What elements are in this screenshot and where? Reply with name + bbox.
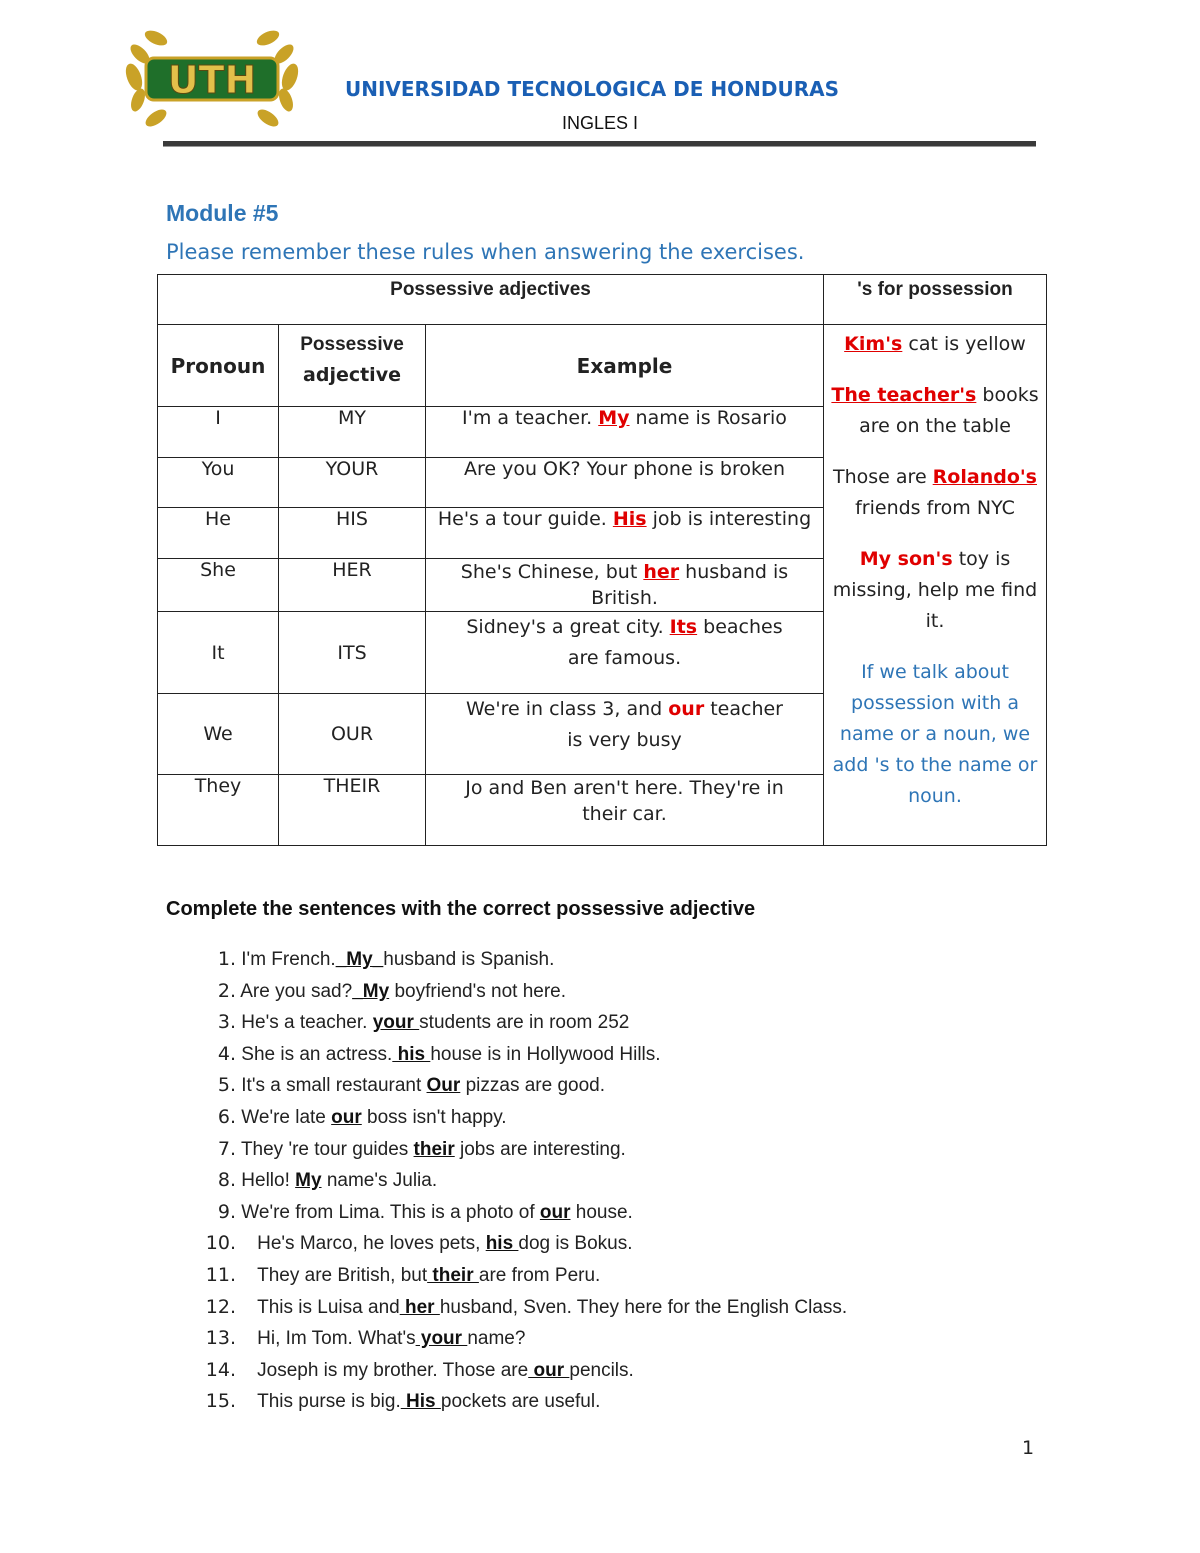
col-pronoun: Pronoun [158, 325, 279, 407]
possession-example: My son's toy is missing, help me find it. [832, 548, 1038, 632]
example-cell: We're in class 3, and our teacher is very busy [426, 694, 824, 775]
course-name: INGLES I [561, 113, 639, 133]
answer: our [539, 1201, 571, 1223]
adjective-cell: HER [279, 559, 426, 612]
adjective-cell: ITS [279, 612, 426, 694]
exercise-item: 15. This purse is big. His pockets are useful. [205, 1390, 601, 1413]
header-divider [163, 141, 1036, 147]
answer: Our [426, 1075, 461, 1097]
answer: their [413, 1138, 455, 1160]
exercise-item: 13. Hi, Im Tom. What's your name? [205, 1327, 526, 1350]
exercise-list [166, 948, 847, 1422]
adjective-cell: OUR [279, 694, 426, 775]
answer: his [392, 1043, 431, 1065]
col-example: Example [426, 325, 824, 407]
pronoun-cell: They [158, 775, 279, 846]
possession-example: The teacher's books are on the table [831, 384, 1039, 437]
answer: her [399, 1296, 440, 1318]
exercise-item: 9. We're from Lima. This is a photo of our house. [217, 1200, 633, 1223]
possession-examples [824, 325, 1047, 846]
answer: your [372, 1012, 420, 1034]
possession-note: If we talk about possession with a name or a noun, we add 's to the name or noun. [832, 661, 1038, 807]
exercise-item: 1. I'm French._My_husband is Spanish. [217, 948, 555, 970]
answer: his [485, 1233, 519, 1255]
example-cell: Jo and Ben aren't here. They're in their car. [426, 775, 824, 846]
pronoun-cell: You [158, 458, 279, 508]
answer: our [331, 1106, 362, 1128]
module-instruction: Please remember these rules when answering the exercises. [166, 240, 805, 264]
header-s-possession: 's for possession [824, 275, 1047, 325]
page-number: 1 [1022, 1437, 1035, 1459]
col-possessive-adjective: Possessive adjective [279, 325, 426, 407]
answer: our [528, 1359, 570, 1381]
exercise-item: 6. We're late our boss isn't happy. [217, 1105, 507, 1128]
answer: My [295, 1170, 322, 1192]
exercise-title: Complete the sentences with the correct possessive adjective [166, 898, 756, 920]
exercise-item: 14. Joseph is my brother. Those are our pencils. [205, 1358, 634, 1381]
university-title: UNIVERSIDAD TECNOLOGICA DE HONDURAS [345, 77, 840, 101]
exercise-item: 10. He's Marco, he loves pets, his dog is Bokus. [205, 1232, 633, 1255]
answer: His [400, 1391, 441, 1413]
answer: your [415, 1328, 468, 1350]
pronoun-cell: We [158, 694, 279, 775]
answer: their [427, 1264, 479, 1286]
module-title: Module #5 [166, 200, 279, 226]
example-cell: She's Chinese, but her husband is British. [426, 559, 824, 612]
pronoun-cell: I [158, 407, 279, 458]
example-cell: He's a tour guide. His job is interesting [426, 508, 824, 559]
exercise-item: 11. They are British, but their are from Peru. [205, 1263, 601, 1286]
pronoun-cell: It [158, 612, 279, 694]
example-cell: Are you OK? Your phone is broken [426, 458, 824, 508]
possessive-rules-table [157, 274, 1047, 846]
answer: _My [352, 980, 390, 1002]
exercise-item: 5. It's a small restaurant Our pizzas are good. [217, 1074, 606, 1097]
exercise-item: 8. Hello! My name's Julia. [217, 1169, 438, 1192]
possession-example: Those are Rolando's friends from NYC [833, 466, 1037, 519]
exercise-item: 12. This is Luisa and her husband, Sven. They here for the English Class. [205, 1295, 848, 1318]
svg-text:UTH: UTH [167, 58, 257, 102]
exercise-item: 2. Are you sad?_My boyfriend's not here. [217, 979, 567, 1002]
possession-example: Kim's cat is yellow [844, 333, 1026, 355]
adjective-cell: THEIR [279, 775, 426, 846]
header-possessive-adjectives: Possessive adjectives [158, 275, 824, 325]
adjective-cell: YOUR [279, 458, 426, 508]
exercise-item: 4. She is an actress. his house is in Hollywood Hills. [217, 1042, 661, 1065]
answer: _My_ [335, 949, 384, 970]
pronoun-cell: He [158, 508, 279, 559]
adjective-cell: MY [279, 407, 426, 458]
example-cell: Sidney's a great city. Its beaches are famous. [426, 612, 824, 694]
example-cell: I'm a teacher. My name is Rosario [426, 407, 824, 458]
pronoun-cell: She [158, 559, 279, 612]
exercise-item: 3. He's a teacher. your students are in room 252 [217, 1011, 630, 1034]
adjective-cell: HIS [279, 508, 426, 559]
exercise-item: 7. They 're tour guides their jobs are interesting. [217, 1137, 626, 1160]
